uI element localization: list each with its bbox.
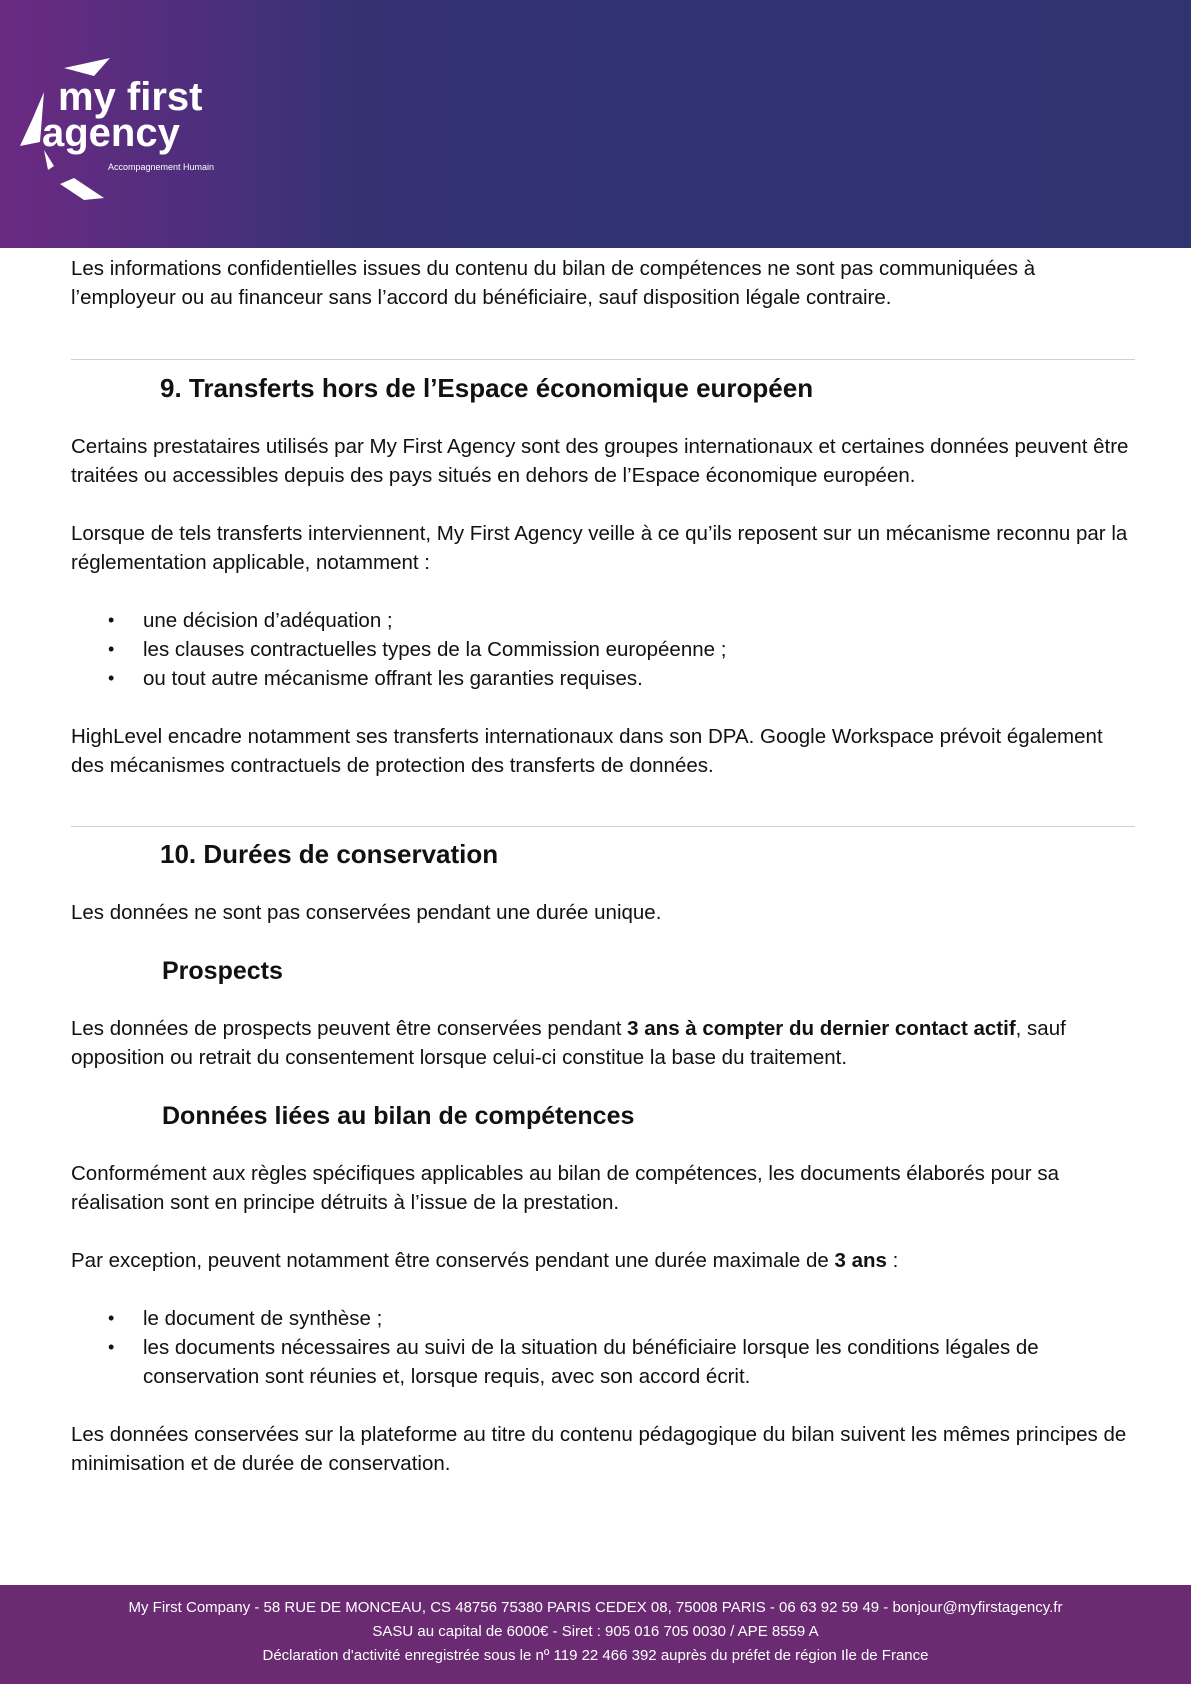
bilan-paragraph-3: Les données conservées sur la plateforme au titre du contenu pédagogique du bilan suivent les mêmes principes de minimisation et de durée de conservation. bbox=[71, 1423, 1127, 1475]
list-item: • le document de synthèse ; bbox=[143, 1304, 1135, 1333]
footer-company-line: My First Company - 58 RUE DE MONCEAU, CS 48756 75380 PARIS CEDEX 08, 75008 PARIS - 06 63 92 59 49 - bonjour@myfirstagency.fr bbox=[128, 1599, 1063, 1616]
bilan-bullet-list bbox=[71, 1304, 1135, 1391]
footer-legal-line: SASU au capital de 6000€ - Siret : 905 016 705 0030 / APE 8559 A bbox=[372, 1623, 819, 1640]
prospects-paragraph: Les données de prospects peuvent être conservées pendant 3 ans à compter du dernier contact actif, sauf opposition ou retrait du consentement lorsque celui-ci constitue la base du traitement. bbox=[71, 1017, 1066, 1069]
logo-line1: my first bbox=[58, 75, 203, 119]
bilan-subtitle: Données liées au bilan de compétences bbox=[162, 1102, 635, 1130]
intro-paragraph: Les informations confidentielles issues du contenu du bilan de compétences ne sont pas communiquées à l’employeur ou au financeur sans l’accord du bénéficiaire, sauf disposition légale contraire. bbox=[71, 257, 1036, 309]
list-item: • une décision d’adéquation ; bbox=[143, 606, 1135, 635]
list-item: • les clauses contractuelles types de la Commission européenne ; bbox=[143, 635, 1135, 664]
page-header bbox=[0, 0, 1191, 248]
prospects-duration: 3 ans à compter du dernier contact actif bbox=[627, 1017, 1016, 1040]
list-item: • ou tout autre mécanisme offrant les garanties requises. bbox=[143, 664, 1135, 693]
logo-line2: agency bbox=[42, 111, 180, 155]
section-9-bullet-list bbox=[71, 606, 1135, 693]
section-9-paragraph-3: HighLevel encadre notamment ses transferts internationaux dans son DPA. Google Workspace prévoit également des mécanismes contractuels de protection des transferts de données. bbox=[71, 725, 1103, 777]
page-footer bbox=[0, 1585, 1191, 1684]
footer-declaration-line: Déclaration d'activité enregistrée sous le nº 119 22 466 392 auprès du préfet de région Ile de France bbox=[262, 1647, 929, 1664]
logo-tagline: Accompagnement Humain bbox=[108, 162, 215, 172]
section-9-paragraph-1: Certains prestataires utilisés par My First Agency sont des groupes internationaux et certaines données peuvent être traitées ou accessibles depuis des pays situés en dehors de l’Espace économique européen. bbox=[71, 435, 1129, 487]
section-10-paragraph-1: Les données ne sont pas conservées pendant une durée unique. bbox=[71, 901, 662, 924]
bilan-paragraph-2: Par exception, peuvent notamment être conservés pendant une durée maximale de 3 ans : bbox=[71, 1249, 899, 1272]
section-10-title: 10. Durées de conservation bbox=[160, 839, 499, 869]
list-item: • les documents nécessaires au suivi de la situation du bénéficiaire lorsque les conditions légales de conservation sont réunies et, lorsque requis, avec son accord écrit. bbox=[143, 1333, 1135, 1391]
brand-logo bbox=[14, 50, 254, 200]
bilan-duration: 3 ans bbox=[834, 1249, 887, 1272]
document-body bbox=[71, 254, 1135, 1478]
section-9-title: 9. Transferts hors de l’Espace économique européen bbox=[160, 373, 814, 403]
prospects-subtitle: Prospects bbox=[162, 957, 283, 985]
bilan-paragraph-1: Conformément aux règles spécifiques applicables au bilan de compétences, les documents élaborés pour sa réalisation sont en principe détruits à l’issue de la prestation. bbox=[71, 1162, 1059, 1214]
section-9-paragraph-2: Lorsque de tels transferts interviennent, My First Agency veille à ce qu’ils reposent sur un mécanisme reconnu par la réglementation applicable, notamment : bbox=[71, 522, 1128, 574]
